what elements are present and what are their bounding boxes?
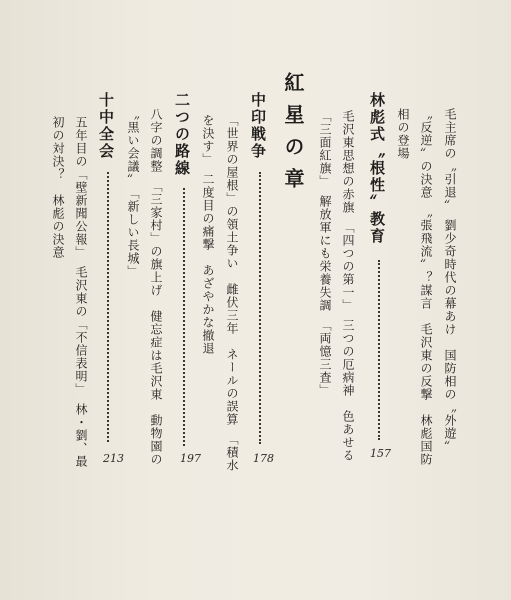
toc-line-5: 「三面紅旗」 解放軍にも栄養失調 「両憶三査」 [318, 110, 332, 397]
leader-dots [259, 172, 261, 444]
section-heading-two-lines: 二つの路線 [173, 92, 191, 177]
toc-line-11: 初の対決？ 林彪の決意 [51, 116, 65, 259]
section-heading-tenth-plenum: 十中全会 [97, 92, 115, 160]
page-number: 213 [103, 452, 124, 465]
leader-dots [378, 260, 380, 440]
toc-line-4: 毛沢東思想の赤旗 「四つの第一」 三つの厄病神 色あせる [341, 110, 355, 462]
section-heading-china-india-war: 中印戦争 [249, 92, 267, 160]
leader-dots [183, 188, 185, 446]
toc-line-1: 毛主席の〝引退〟 劉少奇時代の幕あけ 国防相の〝外遊〟 [443, 108, 457, 453]
page-number: 178 [253, 452, 274, 465]
section-heading-rinpyo: 林彪式〝根性〟教育 [368, 92, 386, 245]
toc-line-6: 「世界の屋根」の領土争い 雌伏三年 ネールの誤算 「積水 [225, 114, 239, 472]
toc-line-2: 〝反逆〟の決意 〝張飛流〟？謀言 毛沢東の反撃 林彪国防 [419, 108, 433, 466]
toc-line-8: 八字の調整 「三家村」の旗上げ 健忘症は毛沢東 動物園の [149, 108, 163, 466]
toc-line-9: 〝黒い会議〟 「新しい長城」 [126, 108, 140, 278]
page-number: 157 [370, 447, 391, 460]
toc-line-10: 五年目の「壁新聞公報」 毛沢東の「不信表明」 林・劉、最 [74, 116, 88, 468]
toc-line-3: 相の登場 [396, 108, 410, 160]
leader-dots [107, 172, 109, 442]
chapter-title: 紅星の章 [281, 72, 305, 200]
page-number: 197 [180, 452, 201, 465]
toc-line-7: を決す」 二度目の痛撃 あざやかな撤退 [201, 114, 215, 355]
